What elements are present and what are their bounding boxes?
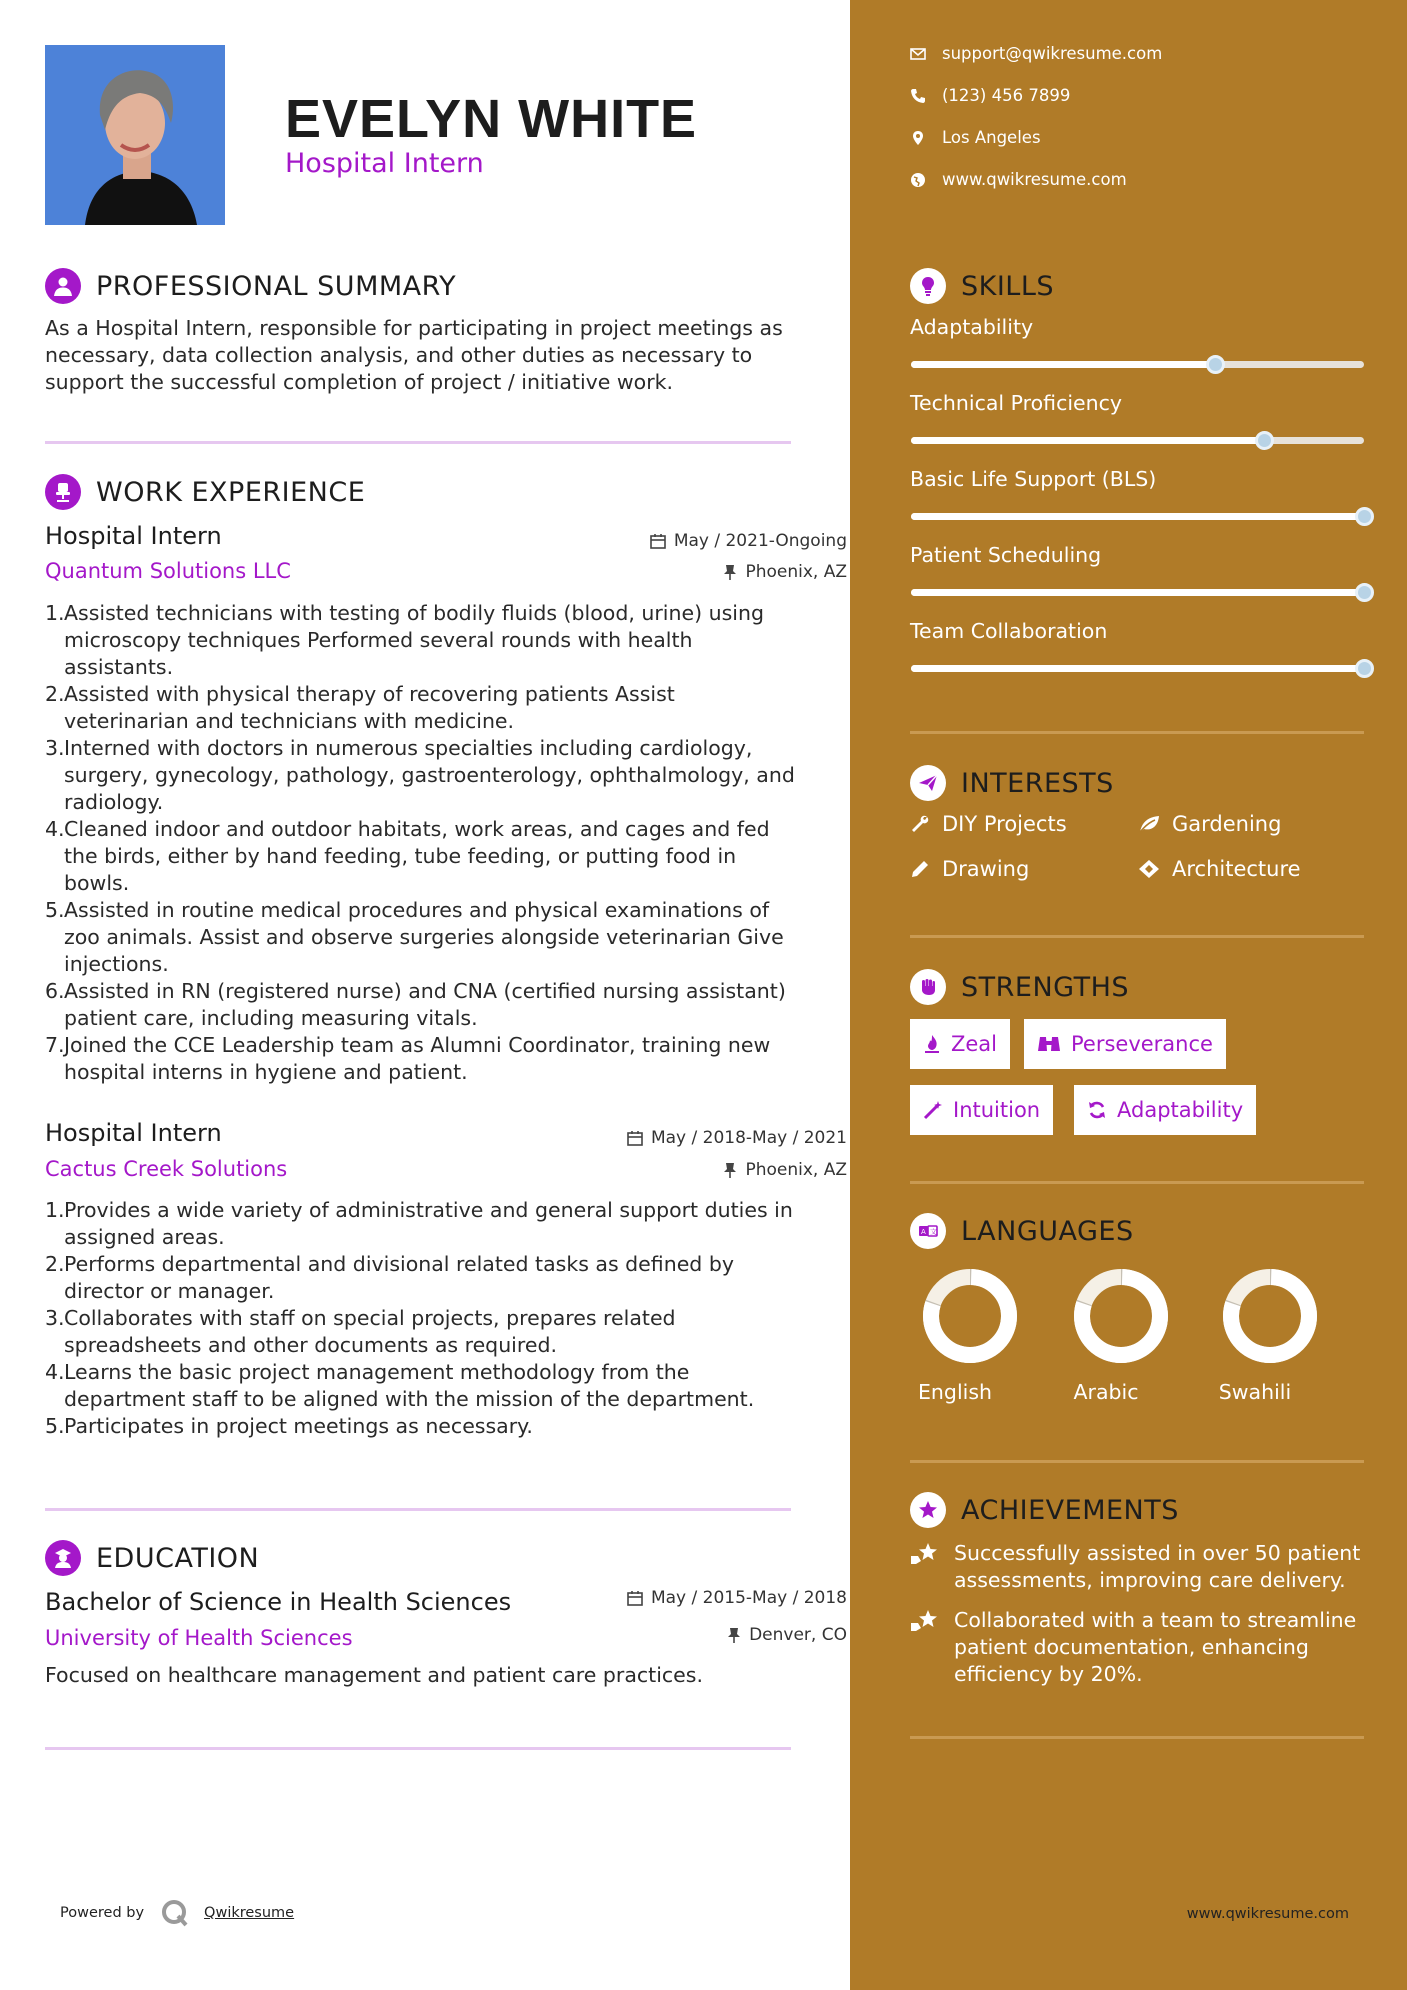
list-item: 2. Performs departmental and divisional related tasks as defined by director or manager. <box>45 1252 734 1303</box>
phone-icon <box>910 88 926 104</box>
interests-heading: INTERESTS <box>910 765 1114 801</box>
candidate-role: Hospital Intern <box>285 148 484 179</box>
job-location: Phoenix, AZ <box>547 1160 847 1180</box>
list-item: 3. Interned with doctors in numerous specialties including cardiology, surgery, gynecology, pathology, gastroenterology, ophthalmology, and radiology. <box>45 736 795 814</box>
svg-text:文: 文 <box>930 1228 937 1236</box>
skill-label: Basic Life Support (BLS) <box>910 467 1157 491</box>
skill-knob <box>1355 583 1374 602</box>
profile-photo <box>45 45 225 225</box>
svg-text:A: A <box>921 1228 926 1236</box>
skill-fill <box>911 437 1264 444</box>
pencil-icon <box>910 859 930 879</box>
skill-label: Adaptability <box>910 315 1034 339</box>
skill-fill <box>911 361 1215 368</box>
interest-architecture: Architecture <box>1138 857 1301 881</box>
interest-diy-projects: DIY Projects <box>910 812 1067 836</box>
company-name: Quantum Solutions LLC <box>45 559 291 583</box>
section-divider <box>910 935 1364 938</box>
contact-location: Los Angeles <box>910 128 1041 147</box>
languages-heading: A 文 LANGUAGES <box>910 1213 1134 1249</box>
skill-slider <box>911 513 1364 520</box>
skill-label: Technical Proficiency <box>910 391 1123 415</box>
language-name: English <box>917 1380 993 1404</box>
list-item: 3. Collaborates with staff on special projects, prepares related spreadsheets and other documents as required. <box>45 1306 676 1357</box>
list-item: 6. Assisted in RN (registered nurse) and CNA (certified nursing assistant) patient care, including measuring vitals. <box>45 979 786 1030</box>
calendar-icon <box>627 1130 643 1146</box>
globe-icon <box>910 172 926 188</box>
star-hand-icon <box>910 1609 940 1633</box>
calendar-icon <box>650 533 666 549</box>
skill-slider <box>911 665 1364 672</box>
drafting-icon <box>1138 859 1160 879</box>
pushpin-icon <box>723 564 737 580</box>
strength-chip-perseverance: Perseverance <box>1024 1019 1226 1069</box>
contact-email[interactable]: support@qwikresume.com <box>910 44 1162 63</box>
language-chart <box>905 1266 1035 1370</box>
strength-chip-intuition: Intuition <box>910 1085 1053 1135</box>
job-title: Hospital Intern <box>45 1119 222 1147</box>
company-name: Cactus Creek Solutions <box>45 1157 288 1181</box>
skill-fill <box>911 665 1364 672</box>
star-hand-icon <box>910 1542 940 1566</box>
magic-wand-icon <box>923 1100 943 1120</box>
education-description: Focused on healthcare management and patient care practices. <box>45 1663 703 1687</box>
interest-drawing: Drawing <box>910 857 1029 881</box>
summary-heading: PROFESSIONAL SUMMARY <box>45 268 456 304</box>
user-icon <box>45 268 81 304</box>
skill-slider <box>911 589 1364 596</box>
pushpin-icon <box>723 1162 737 1178</box>
wrench-icon <box>910 814 930 834</box>
achievements-heading: ACHIEVEMENTS <box>910 1492 1179 1528</box>
list-item: 5. Assisted in routine medical procedures and physical examinations of zoo animals. Assist and observe surgeries alongside veterinarian Give injections. <box>45 898 784 976</box>
school-name: University of Health Sciences <box>45 1626 353 1650</box>
section-divider <box>910 1460 1364 1463</box>
paper-plane-icon <box>910 765 946 801</box>
refresh-icon <box>1087 1100 1107 1120</box>
skill-slider <box>911 361 1364 368</box>
map-pin-icon <box>910 130 926 146</box>
section-divider <box>910 1736 1364 1739</box>
language-chart <box>1205 1266 1335 1370</box>
education-dates: May / 2015-May / 2018 <box>547 1588 847 1608</box>
contact-website[interactable]: www.qwikresume.com <box>910 170 1127 189</box>
experience-heading: WORK EXPERIENCE <box>45 474 365 510</box>
skill-fill <box>911 513 1364 520</box>
list-item: 1. Provides a wide variety of administrative and general support duties in assigned areas. <box>45 1198 793 1249</box>
degree-title: Bachelor of Science in Health Sciences <box>45 1588 512 1616</box>
section-divider <box>910 731 1364 734</box>
office-chair-icon <box>45 474 81 510</box>
candidate-name: EVELYN WHITE <box>285 89 698 149</box>
job-dates: May / 2021-Ongoing <box>547 531 847 551</box>
skill-label: Patient Scheduling <box>910 543 1102 567</box>
strength-chip-zeal: Zeal <box>910 1019 1010 1069</box>
skill-fill <box>911 589 1364 596</box>
footer-website[interactable]: www.qwikresume.com <box>1186 1906 1349 1922</box>
qwikresume-logo-icon <box>160 1898 190 1928</box>
translate-icon <box>910 1213 946 1249</box>
job-dates: May / 2018-May / 2021 <box>547 1128 847 1148</box>
section-divider <box>45 1747 791 1750</box>
list-item: 1. Assisted technicians with testing of bodily fluids (blood, urine) using microscopy techniques Performed several rounds with health assistants. <box>45 601 764 679</box>
summary-text: As a Hospital Intern, responsible for participating in project meetings as necessary, data collection analysis, and other duties as necessary to support the successful completion of project / initiative work. <box>45 316 783 394</box>
section-divider <box>910 1181 1364 1184</box>
job-location: Phoenix, AZ <box>547 562 847 582</box>
language-donut <box>1220 1266 1320 1366</box>
interest-gardening: Gardening <box>1138 812 1281 836</box>
achievement-item: Successfully assisted in over 50 patient assessments, improving care delivery. <box>910 1540 1364 1594</box>
skill-knob <box>1206 355 1225 374</box>
language-name: Arabic <box>1073 1380 1139 1404</box>
graduate-icon <box>45 1540 81 1576</box>
achievement-item: Collaborated with a team to streamline patient documentation, enhancing efficiency by 20%. <box>910 1607 1364 1688</box>
education-location: Denver, CO <box>547 1625 847 1645</box>
skill-slider <box>911 437 1364 444</box>
list-item: 5. Participates in project meetings as necessary. <box>45 1414 533 1438</box>
binoculars-icon <box>1037 1034 1061 1054</box>
star-badge-icon <box>910 1492 946 1528</box>
pushpin-icon <box>727 1627 741 1643</box>
list-item: 4. Cleaned indoor and outdoor habitats, work areas, and cages and fed the birds, either by hand feeding, tube feeding, or putting food in bowls. <box>45 817 770 895</box>
language-donut <box>1071 1266 1171 1366</box>
flame-icon <box>923 1034 941 1054</box>
skill-label: Team Collaboration <box>910 619 1108 643</box>
section-divider <box>45 1508 791 1511</box>
job-title: Hospital Intern <box>45 522 222 550</box>
skill-knob <box>1355 507 1374 526</box>
list-item: 4. Learns the basic project management methodology from the department staff to be aligned with the mission of the department. <box>45 1360 755 1411</box>
leaf-icon <box>1138 814 1160 834</box>
job-bullets <box>45 600 805 1086</box>
qwikresume-link[interactable]: Qwikresume <box>204 1905 295 1921</box>
section-divider <box>45 441 791 444</box>
calendar-icon <box>627 1590 643 1606</box>
language-chart <box>1056 1266 1186 1370</box>
list-item: 2. Assisted with physical therapy of recovering patients Assist veterinarian and technicians with medicine. <box>45 682 675 733</box>
skills-heading: SKILLS <box>910 268 1054 304</box>
language-name: Swahili <box>1218 1380 1292 1404</box>
strengths-heading: STRENGTHS <box>910 969 1129 1005</box>
fist-icon <box>910 969 946 1005</box>
strength-chip-adaptability: Adaptability <box>1074 1085 1256 1135</box>
skill-knob <box>1355 659 1374 678</box>
list-item: 7. Joined the CCE Leadership team as Alumni Coordinator, training new hospital interns in hygiene and patient. <box>45 1033 771 1084</box>
education-heading: EDUCATION <box>45 1540 259 1576</box>
contact-phone[interactable]: (123) 456 7899 <box>910 86 1070 105</box>
job-bullets <box>45 1197 805 1440</box>
envelope-icon <box>910 48 926 60</box>
footer-powered-by: Powered by Qwikresume <box>60 1898 294 1928</box>
lightbulb-icon <box>910 268 946 304</box>
language-donut <box>920 1266 1020 1366</box>
